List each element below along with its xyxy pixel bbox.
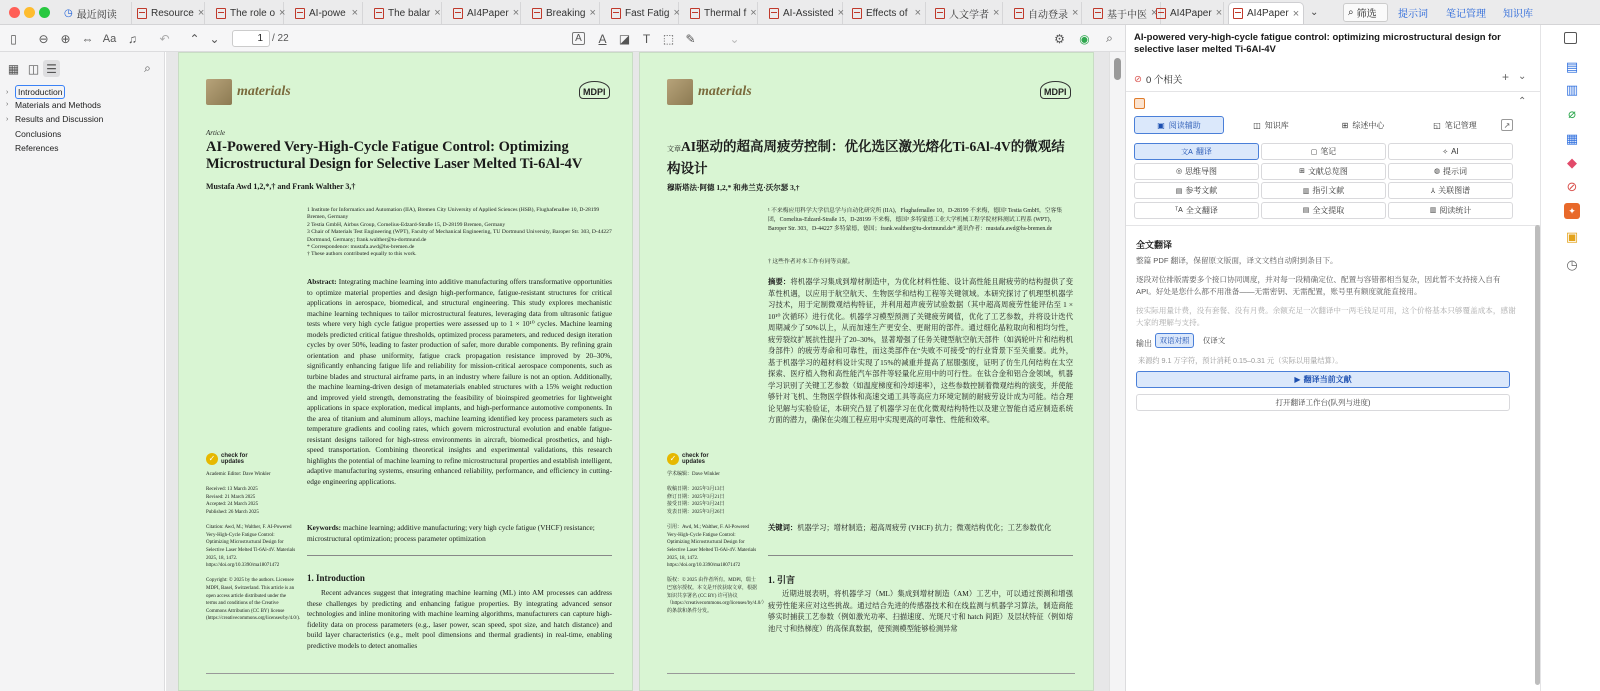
- view-eye-icon[interactable]: ◉: [1079, 31, 1090, 46]
- panel-tab[interactable]: [1411, 116, 1499, 134]
- collapse-section-chevron-icon[interactable]: ⌃: [1518, 96, 1527, 107]
- pdf-icon: [453, 8, 463, 19]
- equal-contribution-note: † 这些作者对本工作有同等贡献。: [768, 259, 854, 265]
- font-size-icon[interactable]: Aa: [102, 32, 117, 45]
- article-type: Article: [206, 129, 226, 137]
- divider: [768, 555, 1073, 556]
- tab-item[interactable]: [1089, 2, 1161, 24]
- tab-label: The role o: [230, 7, 276, 19]
- outline-item-label: Materials and Methods: [15, 99, 101, 110]
- feature-icon: ◎: [1175, 168, 1183, 175]
- affiliations: [307, 207, 612, 259]
- outline-search-icon[interactable]: ⌕: [144, 61, 151, 75]
- note-icon[interactable]: ◪: [618, 31, 631, 46]
- tab-label: 人文学者: [949, 9, 989, 21]
- add-related-icon[interactable]: +: [1502, 70, 1510, 84]
- thumbnails-icon[interactable]: ▦: [7, 61, 20, 76]
- notes-button[interactable]: 笔记管理: [1446, 9, 1486, 20]
- feature-icon: ▤: [1175, 187, 1183, 195]
- tab-item[interactable]: [528, 2, 600, 24]
- tab-item[interactable]: [133, 2, 205, 24]
- panel-tab-icon: ▣: [1157, 120, 1165, 130]
- keywords-text: 机器学习；增材制造；超高周疲劳 (VHCF) 抗力；微观结构优化；工艺参数优化: [797, 523, 1052, 532]
- section-heading: 1. Introduction: [307, 573, 365, 583]
- feature-icon: ✧: [1442, 148, 1449, 156]
- outline-item[interactable]: [6, 129, 61, 139]
- close-tab-icon[interactable]: ×: [914, 7, 921, 19]
- abstract-label: Abstract:: [307, 277, 337, 286]
- tab-item[interactable]: [449, 2, 521, 24]
- tab-item[interactable]: [60, 2, 132, 24]
- search-icon[interactable]: ⌕: [1106, 31, 1113, 45]
- pdf-icon: [611, 8, 621, 19]
- knowledge-base-button[interactable]: 知识库: [1503, 9, 1533, 20]
- close-tab-icon[interactable]: ×: [512, 7, 520, 19]
- affiliation-line: 2 Testia GmbH, Airbus Group, Cornelius-Edzard-Straße 15, D-28199 Bremen, Germany: [307, 221, 506, 228]
- open-external-icon[interactable]: ↗: [1501, 119, 1513, 131]
- outline-item[interactable]: [6, 114, 103, 124]
- divider: [1126, 225, 1541, 226]
- title-text: AI驱动的超高周疲劳控制：优化选区激光熔化Ti-6Al-4V的微观结构设计: [667, 139, 1065, 176]
- keywords-label: 关键词：: [768, 523, 798, 532]
- outline-item-label: References: [15, 143, 59, 153]
- abstract-label: 摘要：: [768, 277, 791, 286]
- zoom-out-icon[interactable]: ⊖: [38, 31, 49, 46]
- feature-button[interactable]: [1261, 182, 1386, 199]
- panel-tab-icon: ⊞: [1341, 120, 1349, 130]
- headphones-icon[interactable]: ♫: [128, 31, 137, 46]
- feature-button[interactable]: [1261, 202, 1386, 219]
- feature-icon: ▥: [1429, 207, 1437, 214]
- close-tab-icon[interactable]: ×: [351, 7, 358, 19]
- prompt-button[interactable]: 提示词: [1398, 9, 1428, 20]
- feature-label: 翻译: [1195, 147, 1212, 156]
- tab-bar: [0, 0, 1600, 25]
- journal-logo: materials: [667, 79, 752, 105]
- document-viewer: [166, 52, 1109, 691]
- pdf-icon: [852, 8, 862, 19]
- text-select-icon[interactable]: A: [572, 32, 585, 45]
- filter-label: 筛选: [1356, 9, 1377, 20]
- tab-item[interactable]: [291, 2, 363, 24]
- abstract-text: 将机器学习集成到增材制造中，为优化材料性能、设计高性能且耐疲劳的结构提供了变革性机遇，以应用于航空航天、生物医学和结构工程等关键领域。本研究探讨了机理型机器学习技术，用于定制微观结构特征，并利用超声疲劳试验数据（其中超高周疲劳性能评估至 1 × 10¹⁰ 次循环）进行优化。机器学习模型预测了关键疲劳阈值，优化了工艺参数，并将设计迭代周期减少了50%以上，从而加速生产更安全、更耐用的部件。通过细化晶粒取向和相均匀性，疲劳裂纹扩展抗性提升了20–30%，显著增强了任务关键型航空航天部件（如涡轮叶片和结构机身部件）的疲劳寿命和可靠性，而这类部件在“失败不可接受”的行业背景下至关重要。此外，基于机器学习的超材料设计实现了15%的减重并提高了屈服强度，证明了仿生几何结构在太空探索、医疗植入物和高性能汽车部件等轻量化应用中的可行性。在钛合金和铝合金领域，机器学习识别了关键工艺参数（如温度梯度和冷却速率），这些参数控制着微观结构的演变，并使能够针对飞机、生物医学假体和高速交通工具等高应力环境定制的耐疲劳设计成为可能。结合理论见解与实验验证，本研究凸显了机器学习在优化微观结构特性以及建立智能自适应制造系统方面的潜力，确保在尖端工程应用中实现更高的可靠性、性能和效率。: [768, 277, 1073, 424]
- outline-icon[interactable]: ☰: [43, 60, 60, 77]
- pdf-icon: [216, 8, 226, 19]
- feature-button[interactable]: [1134, 163, 1259, 180]
- scrollbar-thumb[interactable]: [1114, 58, 1121, 80]
- check-icon: ✓: [667, 453, 679, 465]
- check-updates-label: check for updates: [221, 453, 248, 465]
- panel-tab-icon: ◫: [1253, 120, 1261, 130]
- feature-label: 提示词: [1443, 166, 1468, 176]
- output-label: 输出: [1136, 339, 1152, 348]
- pdf-icon: [532, 8, 542, 19]
- feature-button[interactable]: [1134, 202, 1259, 219]
- keywords: [307, 523, 612, 544]
- feature-label: 阅读统计: [1439, 205, 1472, 215]
- feature-icon: ᵀA: [1175, 206, 1183, 214]
- play-icon: ▶: [1294, 375, 1301, 384]
- section-heading: 1. 引言: [768, 575, 796, 585]
- footer-divider: [667, 673, 1075, 674]
- feature-icon: 文A: [1181, 148, 1193, 156]
- output-translation-only-option[interactable]: 仅译文: [1202, 336, 1226, 345]
- feature-label: 参考文献: [1185, 186, 1218, 195]
- article-metadata: 学术编辑：Dave Winkler 收稿日期：2025年3月13日 修订日期：2025年3月21日 接受日期：2025年3月24日 发表日期：2025年3月26日 引用：Awd, M.; Walther, F. AI-Powered Very-High-Cycle Fatigue Control: Optimizing Microstructural Design for Selective Laser Melted Ti-6Al-4V. Materials 2025, 18, 1472. https://doi.org/10.3390/ma18071472 版权：© 2025 由作者所有。MDPI，瑞士巴塞尔授权。本文是开放获取文章，根据知识共享署名 (CC BY) 许可协议（https://creativecommons.org/licenses/by/4.0/）的条款和条件分发。: [667, 472, 767, 614]
- tab-label: 最近阅读: [76, 9, 117, 21]
- feature-button[interactable]: [1261, 163, 1386, 180]
- article-type: 文章: [667, 145, 681, 153]
- keywords-text: machine learning; additive manufacturing; very high cycle fatigue (VHCF) resistance; microstructural optimization; process parameter optimization: [307, 523, 595, 543]
- tab-label: Fast Fatig: [625, 7, 670, 19]
- outline-item[interactable]: [6, 100, 101, 110]
- pdf-icon: [1014, 8, 1024, 19]
- fit-width-icon[interactable]: ⇔: [81, 31, 94, 46]
- feature-label: AI: [1451, 147, 1459, 156]
- paper-authors: 穆斯塔法·阿德 1,2,* 和弗兰克·沃尔瑟 3,†: [667, 183, 800, 192]
- feature-button[interactable]: [1388, 143, 1513, 160]
- undo-icon[interactable]: ↶: [159, 31, 170, 46]
- article-metadata: Academic Editor: Dave Winkler Received: 13 March 2025 Revised: 21 March 2025 Accepted: 24 March 2025 Published: 26 March 2025 Citation: Awd, M.; Walther, F. AI-Powered Very-High-Cycle Fatigue Control: Optimizing Microstructural Design for Selective Laser Melted Ti-6Al-4V. Materials 2025, 18, 1472. https://doi.org/10.3390/ma18071472 Copyright: © 2025 by the authors. Licensee MDPI, Basel, Switzerland. This article is an open access article distributed under the terms and conditions of the Creative Commons Attribution (CC BY) license (https://creativecommons.org/licenses/by/4.0/).: [206, 472, 301, 622]
- feature-label: 指引文献: [1312, 186, 1345, 195]
- next-page-icon[interactable]: ⌄: [209, 31, 220, 46]
- filter-button[interactable]: [1343, 3, 1388, 22]
- outline-item[interactable]: [6, 85, 65, 99]
- close-tab-icon[interactable]: ×: [1072, 7, 1079, 19]
- item-title: AI-powered very-high-cycle fatigue control: optimizing microstructural design for selective laser melted Ti-6Al-4V: [1134, 32, 1501, 55]
- collapse-related-chevron-icon[interactable]: ⌄: [1518, 71, 1527, 82]
- attachment-icon[interactable]: ⌀: [1568, 106, 1576, 121]
- publisher-logo: MDPI: [579, 81, 610, 99]
- annotation-color-dropdown-icon[interactable]: ⌄: [729, 31, 740, 46]
- panel-toggle-icon[interactable]: [1564, 32, 1577, 44]
- pdf-icon: [1233, 8, 1243, 19]
- feature-icon: ◍: [1433, 168, 1441, 175]
- paper-title: AI-Powered Very-High-Cycle Fatigue Control: Optimizing Microstructural Design for Selective Laser Melted Ti-6Al-4V: [206, 139, 583, 172]
- tab-label: The balar: [388, 7, 431, 19]
- feature-button[interactable]: [1388, 163, 1513, 180]
- feature-label: 思维导图: [1185, 166, 1218, 176]
- tab-label: AI4Paper: [1247, 8, 1289, 19]
- close-tab-icon[interactable]: ×: [589, 7, 596, 19]
- tab-label: AI4Paper: [1170, 7, 1212, 19]
- assistant-panel: [1125, 25, 1540, 691]
- library-icon[interactable]: ▦: [1565, 131, 1579, 146]
- tab-label: AI4Paper: [467, 7, 509, 19]
- clock-icon: ◷: [64, 7, 73, 19]
- ai-plugin-icon[interactable]: ✦: [1564, 203, 1580, 219]
- highlight-icon[interactable]: A: [598, 31, 607, 46]
- outline-sidebar: [0, 52, 165, 691]
- close-tab-icon[interactable]: ×: [434, 7, 441, 19]
- tab-label: Thermal f: [704, 7, 747, 19]
- tab-item[interactable]: [1152, 2, 1224, 24]
- link-icon: ⊘: [1134, 73, 1142, 85]
- divider: [1126, 91, 1541, 92]
- pdf-icon: [690, 8, 700, 19]
- affiliation-line: 1 Institute for Informatics and Automation (IIA), Bremen City University of Applied Sciences (HSB), Flughafenallee 10, D-28199 Bremen, Germany: [307, 207, 600, 221]
- check-updates-badge[interactable]: [206, 453, 255, 465]
- check-updates-label: check for updates: [682, 453, 709, 465]
- cost-estimate: 来源约 9.1 万字符，预计消耗 0.15–0.31 元（实际以用量结算）。: [1138, 356, 1343, 365]
- history-icon[interactable]: ◷: [1566, 257, 1578, 272]
- feature-button[interactable]: [1388, 182, 1513, 199]
- tab-overflow-chevron-icon[interactable]: ⌄: [1310, 7, 1319, 18]
- page-number-input[interactable]: 1: [232, 30, 270, 47]
- tab-label: Breaking: [546, 7, 586, 19]
- tab-label: 基于中医: [1107, 9, 1147, 21]
- intro-paragraph: Recent advances suggest that integrating machine learning (ML) into AM processes can address these challenges by predicting and enhancing fatigue properties. By integrating advanced sensor technologies and inline monitoring with machine learning algorithms, manufacturers can capture high-fidelity data on process parameters (e.g., laser power, scan speed, spot size, and hatch distance) and build layer characteristics (e.g., melt pool dimensions and thermal gradients) in real-time, enabling predictive models to detect anomalies: [307, 588, 612, 650]
- expand-chevron-icon[interactable]: ›: [6, 88, 9, 96]
- close-tab-icon[interactable]: ×: [1151, 7, 1158, 19]
- feature-button[interactable]: [1134, 143, 1259, 160]
- affiliation-line: † These authors contributed equally to this work.: [307, 251, 417, 258]
- description-2: 逐段对位排版需要多个接口协同调度，并对每一段精确定位、配置与容错都相当复杂，因此暂不支持接入自有 API。好处是您什么都不用准备——无需密钥、无需配置，账号里有额度就能直接用。: [1136, 275, 1501, 296]
- close-window-button[interactable]: [9, 7, 20, 18]
- section-title: 全文翻译: [1136, 240, 1173, 250]
- tab-item[interactable]: [848, 2, 926, 24]
- tab-item[interactable]: [765, 2, 843, 24]
- pdf-page-translated: [639, 52, 1094, 691]
- close-tab-icon[interactable]: ×: [1292, 7, 1300, 20]
- panel-tab-label: 阅读辅助: [1168, 120, 1201, 130]
- keywords-label: Keywords:: [307, 523, 342, 532]
- pdf-icon: [1093, 8, 1103, 19]
- output-bilingual-option[interactable]: 双语对照: [1155, 333, 1194, 348]
- tag-icon[interactable]: ◆: [1567, 155, 1577, 170]
- related-items[interactable]: [1134, 72, 1182, 86]
- outline-item-label: Results and Discussion: [15, 114, 104, 124]
- close-tab-icon[interactable]: ×: [1215, 7, 1223, 19]
- zoom-in-icon[interactable]: ⊕: [60, 31, 71, 46]
- affiliation-line: * Correspondence: mustafa.awd@hs-bremen.de: [307, 244, 415, 251]
- expand-chevron-icon[interactable]: ›: [6, 115, 9, 123]
- description-3: 按实际用量计费，没有套餐、没有月费。余额充足一次翻译中一两毛钱足可用，这个价格基本只够覆盖成本，感谢大家的理解与支持。: [1136, 306, 1516, 327]
- tab-item[interactable]: [212, 2, 284, 24]
- notes-icon[interactable]: ▥: [1565, 82, 1579, 97]
- search-icon: ⌕: [1348, 7, 1354, 18]
- close-tab-icon[interactable]: ×: [750, 7, 757, 19]
- right-rail: [1540, 25, 1600, 691]
- pdf-icon: [769, 8, 779, 19]
- feature-icon: ▤: [1302, 207, 1310, 214]
- area-select-icon[interactable]: ⬚: [662, 31, 675, 46]
- close-tab-icon[interactable]: ×: [673, 7, 680, 19]
- related-count: 0 个相关: [1145, 75, 1183, 86]
- close-tab-icon[interactable]: ×: [993, 7, 1000, 19]
- previous-page-icon[interactable]: ⌃: [189, 31, 200, 46]
- intro-paragraph: 近期进展表明，将机器学习（ML）集成到增材制造（AM）工艺中，可以通过预测和增强疲劳性能来应对这些挑战。通过结合先进的传感器技术和在线监测与机器学习算法，制造商能够实时捕获工艺参数（例如激光功率、扫描速度、光斑尺寸和 hatch 间距）及层状特征（例如熔池尺寸和热梯度）的高保真数据，使预测模型能够检测异常: [768, 589, 1073, 633]
- abstract-text: Integrating machine learning into additive manufacturing offers transformative opportunities to optimize material properties and design high-performance, fatigue-resistant structures for critical applications in aerospace, biomedical, and structural engineering. This study explores mechanistic machine learning techniques to tailor microstructural features, leveraging data from ultrasonic fatigue tests where very high cycle fatigue properties were assessed up to 1 × 10¹⁰ cycles. Machine learning models predicted critical fatigue thresholds, optimized process parameters, and reduced design iteration cycles by over 50%, leading to faster production of safer, more durable components. By refining grain orientation and phase uniformity, fatigue crack propagation resistance improved by 20–30%, significantly enhancing fatigue life and reliability for mission-critical aerospace components, such as turbine blades and structural airframe parts, in an industry where failure is not an option. Additionally, the machine learning-driven design of metamaterials enabled structures with a 15% weight reduction and improved yield strength, demonstrating the feasibility of bioinspired geometries for lightweight applications in space exploration, medical implants, and high-performance automotive components. In the area of titanium and aluminum alloys, machine learning identified key process parameters such as temperature gradients and cooling rates, which govern microstructural evolution and enable fatigue-resistant designs tailored for high-stress environments in aircraft, biomedical prosthetics, and high-speed transportation. Combining theoretical insights and experimental validations, this research highlights the potential of machine learning to refine microstructural properties and establish intelligent, adaptive manufacturing systems, ensuring enhanced reliability, performance, and efficiency in cutting-edge engineering applications.: [307, 277, 613, 486]
- close-tab-icon[interactable]: ×: [279, 7, 286, 19]
- tab-label: 自动登录: [1028, 9, 1068, 21]
- expand-chevron-icon[interactable]: ›: [6, 101, 9, 108]
- feature-icon: ▥: [1302, 187, 1310, 195]
- description-1: 整篇 PDF 翻译，保留原文版面，译文文档自动附到条目下。: [1136, 256, 1338, 265]
- abstract: [768, 276, 1073, 496]
- feature-button[interactable]: [1388, 202, 1513, 219]
- plugin-icon: [1134, 98, 1145, 109]
- feature-icon: ⅄: [1430, 187, 1436, 195]
- draw-icon[interactable]: ✎: [685, 31, 696, 46]
- settings-gear-icon[interactable]: ⚙: [1054, 31, 1065, 46]
- keywords: [768, 523, 1073, 534]
- feature-button[interactable]: [1134, 182, 1259, 199]
- divider: [307, 555, 612, 556]
- zoom-window-button[interactable]: [39, 7, 50, 18]
- paper-authors: Mustafa Awd 1,2,*,† and Frank Walther 3,†: [206, 182, 356, 191]
- close-tab-icon[interactable]: ×: [197, 7, 205, 19]
- panel-tab[interactable]: [1319, 116, 1407, 134]
- panel-tab-label: 笔记管理: [1444, 120, 1477, 130]
- affiliation-line: 3 Chair of Materials Test Engineering (WPT), Faculty of Mechanical Engineering, TU Dortmund University, Baroper Str. 303, D-44227 Dortmund, Germany; frank.walther@tu-dortmund.de: [307, 229, 612, 243]
- publisher-logo: MDPI: [1040, 81, 1071, 99]
- tab-label: Resource: [151, 7, 194, 19]
- panel-tab[interactable]: [1134, 116, 1224, 134]
- tab-item[interactable]: [1010, 2, 1082, 24]
- panel-tab-label: 知识库: [1264, 120, 1289, 130]
- pdf-page-original: [178, 52, 633, 691]
- document-scrollbar[interactable]: [1109, 52, 1125, 691]
- tab-item[interactable]: [931, 2, 1003, 24]
- tab-label: Effects of: [866, 7, 908, 19]
- annotations-icon[interactable]: ◫: [27, 61, 40, 76]
- pdf-icon: [935, 8, 945, 19]
- affiliations: ¹ 不来梅应用科学大学信息学与自动化研究所 (IIA)，Flughafenallee 10，D-28199 不来梅，德国² Testia GmbH，空客集团，Cornelius-Edzard-Straße 15，D-28199 不来梅，德国³ 多特蒙德工业大学机械工程学院材料测试工程系 (WPT)，Baroper Str. 303，D-44227 多特蒙德，德国；frank.walther@tu-dortmund.de* 通讯作者：mustafa.awd@hs-bremen.de: [768, 208, 1063, 232]
- tab-item[interactable]: [370, 2, 442, 24]
- feature-icon: ▢: [1310, 148, 1318, 156]
- panel-tab-icon: ◱: [1433, 120, 1441, 130]
- panel-tab-label: 综述中心: [1352, 120, 1385, 130]
- sidebar-toggle-icon[interactable]: ▯: [10, 31, 17, 46]
- check-icon: ✓: [206, 453, 218, 465]
- pdf-icon: [374, 8, 384, 19]
- tab-item[interactable]: [1228, 2, 1304, 24]
- translate-current-label: 翻译当前文献: [1303, 375, 1352, 384]
- feature-label: 全文翻译: [1185, 205, 1218, 215]
- pdf-icon: [1156, 8, 1166, 19]
- panel-tab[interactable]: [1227, 116, 1315, 134]
- related-link-icon[interactable]: ⊘: [1566, 179, 1578, 194]
- tab-item[interactable]: [686, 2, 758, 24]
- minimize-window-button[interactable]: [24, 7, 35, 18]
- feature-label: 笔记: [1320, 147, 1337, 156]
- feature-button[interactable]: [1261, 143, 1386, 160]
- footer-divider: [206, 673, 614, 674]
- open-translation-queue-button[interactable]: 打开翻译工作台(队列与进度): [1136, 394, 1510, 411]
- reader-toolbar: [0, 25, 1125, 52]
- tab-item[interactable]: [607, 2, 679, 24]
- feature-label: 全文提取: [1312, 205, 1345, 215]
- close-tab-icon[interactable]: ×: [837, 7, 845, 19]
- feature-label: 关联图谱: [1438, 186, 1471, 195]
- outline-item[interactable]: [6, 143, 58, 153]
- paper-title: [667, 137, 1077, 178]
- document-info-icon[interactable]: ▤: [1565, 59, 1579, 74]
- tab-label: AI-powe: [309, 7, 346, 19]
- translate-current-button[interactable]: [1136, 371, 1510, 388]
- feature-label: 文献总览图: [1307, 166, 1348, 176]
- feature-icon: ⊞: [1299, 168, 1305, 175]
- abstract: [307, 277, 612, 517]
- pdf-icon: [137, 8, 147, 19]
- journal-logo: materials: [206, 79, 291, 105]
- check-updates-badge[interactable]: [667, 453, 716, 465]
- bookmark-icon[interactable]: ▣: [1565, 229, 1579, 244]
- page-total: / 22: [272, 33, 289, 44]
- text-tool-icon[interactable]: T: [642, 31, 651, 46]
- tab-label: AI-Assisted: [783, 7, 834, 19]
- outline-item-label: Introduction: [15, 85, 65, 99]
- pdf-icon: [295, 8, 305, 19]
- outline-item-label: Conclusions: [15, 128, 62, 139]
